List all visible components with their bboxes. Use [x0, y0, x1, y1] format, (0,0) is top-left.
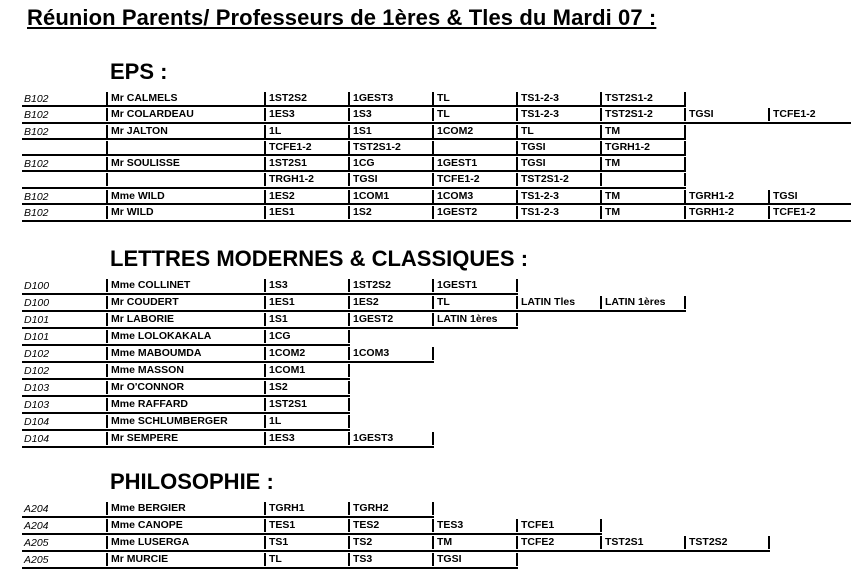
- class-cell: TCFE1: [516, 519, 600, 532]
- class-cell: 1S3: [348, 108, 432, 121]
- table-row: [22, 536, 768, 551]
- section-title: PHILOSOPHIE :: [110, 469, 274, 494]
- teacher-name: Mr MURCIE: [106, 553, 264, 566]
- class-cell: TM: [600, 157, 684, 170]
- row-separator: [22, 361, 434, 363]
- class-cell: 1S1: [348, 125, 432, 138]
- row-separator: [22, 567, 518, 569]
- class-cell: TL: [432, 296, 516, 309]
- class-cell: TST2S2: [684, 536, 768, 549]
- row-end-border: [432, 347, 434, 360]
- teacher-name: Mr JALTON: [106, 125, 264, 138]
- class-cell: 1S1: [264, 313, 348, 326]
- class-cell: TGRH1-2: [684, 206, 768, 219]
- room-label: A204: [24, 520, 49, 532]
- class-cell: TCFE1-2: [264, 141, 348, 154]
- room-label: D100: [24, 280, 50, 292]
- teacher-name: [106, 141, 264, 154]
- teacher-name: Mr COUDERT: [106, 296, 264, 309]
- class-cell: 1CG: [264, 330, 348, 343]
- class-cell: 1ES2: [264, 190, 348, 203]
- class-cell: 1ES1: [264, 296, 348, 309]
- class-cell: 1L: [264, 415, 348, 428]
- room-label: D101: [24, 314, 50, 326]
- row-separator: [22, 293, 518, 295]
- row-end-border: [516, 313, 518, 326]
- class-cell: 1ES1: [264, 206, 348, 219]
- row-separator: [22, 395, 350, 397]
- table-row: [22, 173, 684, 188]
- class-cell: 1GEST3: [348, 92, 432, 105]
- class-cell: TGRH1: [264, 502, 348, 515]
- room-label: B102: [24, 109, 49, 121]
- table-row: [22, 206, 851, 221]
- class-cell: TGSI: [432, 553, 516, 566]
- class-cell: TM: [600, 206, 684, 219]
- class-cell: 1COM3: [432, 190, 516, 203]
- class-cell: 1ST2S1: [264, 398, 348, 411]
- class-cell: TCFE1-2: [432, 173, 516, 186]
- class-cell: TCFE1-2: [768, 108, 851, 121]
- teacher-name: Mr LABORIE: [106, 313, 264, 326]
- class-cell: TGRH2: [348, 502, 432, 515]
- class-cell: TCFE2: [516, 536, 600, 549]
- class-cell: TRGH1-2: [264, 173, 348, 186]
- class-cell: 1S2: [348, 206, 432, 219]
- row-separator: [22, 138, 686, 140]
- class-cell: TS1-2-3: [516, 108, 600, 121]
- table-row: [22, 296, 684, 311]
- class-cell: LATIN 1ères: [600, 296, 684, 309]
- class-cell: TES3: [432, 519, 516, 532]
- row-end-border: [348, 398, 350, 411]
- room-label: B102: [24, 191, 49, 203]
- class-cell: 1COM3: [348, 347, 432, 360]
- teacher-name: Mr SOULISSE: [106, 157, 264, 170]
- teacher-name: Mr COLARDEAU: [106, 108, 264, 121]
- row-separator: [22, 412, 350, 414]
- row-separator: [22, 220, 851, 222]
- class-cell: TS1: [264, 536, 348, 549]
- row-end-border: [684, 125, 686, 138]
- row-separator: [22, 446, 434, 448]
- class-cell: TS1-2-3: [516, 206, 600, 219]
- row-end-border: [348, 415, 350, 428]
- teacher-name: Mme BERGIER: [106, 502, 264, 515]
- class-cell: TST2S1: [600, 536, 684, 549]
- row-end-border: [684, 157, 686, 170]
- class-cell: 1GEST1: [432, 157, 516, 170]
- teacher-name: Mme WILD: [106, 190, 264, 203]
- room-label: B102: [24, 93, 49, 105]
- teacher-name: Mr CALMELS: [106, 92, 264, 105]
- class-cell: TGSI: [516, 157, 600, 170]
- row-separator: [22, 122, 851, 124]
- class-cell: TES1: [264, 519, 348, 532]
- class-cell: TES2: [348, 519, 432, 532]
- class-cell: TL: [264, 553, 348, 566]
- class-cell: TS2: [348, 536, 432, 549]
- row-end-border: [600, 519, 602, 532]
- row-separator: [22, 170, 686, 172]
- room-label: A204: [24, 503, 49, 515]
- table-row: [22, 279, 516, 294]
- teacher-name: Mme COLLINET: [106, 279, 264, 292]
- room-label: D101: [24, 331, 50, 343]
- class-cell: TST2S1-2: [348, 141, 432, 154]
- row-separator: [22, 344, 350, 346]
- class-cell: TGRH1-2: [600, 141, 684, 154]
- teacher-name: Mme SCHLUMBERGER: [106, 415, 264, 428]
- room-label: D104: [24, 433, 50, 445]
- room-label: D104: [24, 416, 50, 428]
- teacher-name: Mme LOLOKAKALA: [106, 330, 264, 343]
- class-cell: 1ES3: [264, 432, 348, 445]
- table-row: [22, 347, 432, 362]
- row-end-border: [684, 296, 686, 309]
- teacher-name: Mr SEMPERE: [106, 432, 264, 445]
- class-cell: TS3: [348, 553, 432, 566]
- class-cell: TS1-2-3: [516, 92, 600, 105]
- room-label: D103: [24, 382, 50, 394]
- row-separator: [22, 550, 770, 552]
- table-row: [22, 519, 600, 534]
- row-separator: [22, 105, 686, 107]
- class-cell: TST2S1-2: [600, 92, 684, 105]
- class-cell: TGSI: [768, 190, 851, 203]
- row-end-border: [768, 536, 770, 549]
- row-separator: [22, 203, 851, 205]
- teacher-name: Mme MABOUMDA: [106, 347, 264, 360]
- row-separator: [22, 327, 518, 329]
- row-end-border: [516, 553, 518, 566]
- row-separator: [22, 154, 686, 156]
- row-separator: [22, 429, 350, 431]
- table-row: [22, 398, 348, 413]
- room-label: A205: [24, 554, 49, 566]
- table-row: [22, 313, 516, 328]
- class-cell: 1GEST2: [432, 206, 516, 219]
- room-label: D102: [24, 365, 50, 377]
- class-cell: TGRH1-2: [684, 190, 768, 203]
- teacher-name: Mme MASSON: [106, 364, 264, 377]
- class-cell: TM: [600, 190, 684, 203]
- teacher-name: Mr O'CONNOR: [106, 381, 264, 394]
- section-title: LETTRES MODERNES & CLASSIQUES :: [110, 246, 529, 271]
- row-end-border: [348, 381, 350, 394]
- row-separator: [22, 516, 434, 518]
- class-cell: 1COM1: [348, 190, 432, 203]
- class-cell: [432, 141, 516, 154]
- room-label: D100: [24, 297, 50, 309]
- room-label: B102: [24, 158, 49, 170]
- row-separator: [22, 187, 686, 189]
- class-cell: 1ST2S1: [264, 157, 348, 170]
- class-cell: 1GEST3: [348, 432, 432, 445]
- class-cell: 1S2: [264, 381, 348, 394]
- teacher-name: Mme LUSERGA: [106, 536, 264, 549]
- room-label: D102: [24, 348, 50, 360]
- table-row: [22, 330, 348, 345]
- table-row: [22, 553, 516, 568]
- class-cell: 1ES2: [348, 296, 432, 309]
- room-label: D103: [24, 399, 50, 411]
- row-separator: [22, 533, 602, 535]
- row-end-border: [348, 330, 350, 343]
- class-cell: TL: [432, 92, 516, 105]
- table-row: [22, 415, 348, 430]
- row-end-border: [684, 173, 686, 186]
- class-cell: TST2S1-2: [516, 173, 600, 186]
- class-cell: 1GEST2: [348, 313, 432, 326]
- class-cell: LATIN 1ères: [432, 313, 516, 326]
- row-end-border: [516, 279, 518, 292]
- page-title: Réunion Parents/ Professeurs de 1ères & Tles du Mardi 07 :: [27, 5, 657, 30]
- class-cell: TGSI: [348, 173, 432, 186]
- table-row: [22, 381, 348, 396]
- class-cell: TM: [432, 536, 516, 549]
- class-cell: 1COM2: [432, 125, 516, 138]
- class-cell: TS1-2-3: [516, 190, 600, 203]
- room-label: A205: [24, 537, 49, 549]
- class-cell: 1CG: [348, 157, 432, 170]
- class-cell: TL: [432, 108, 516, 121]
- table-row: [22, 432, 432, 447]
- row-end-border: [348, 364, 350, 377]
- row-separator: [22, 310, 686, 312]
- class-cell: TM: [600, 125, 684, 138]
- class-cell: 1GEST1: [432, 279, 516, 292]
- row-separator: [22, 378, 350, 380]
- class-cell: 1S3: [264, 279, 348, 292]
- table-row: [22, 502, 432, 517]
- row-end-border: [684, 141, 686, 154]
- row-end-border: [684, 92, 686, 105]
- teacher-name: Mme CANOPE: [106, 519, 264, 532]
- row-end-border: [432, 432, 434, 445]
- section-title: EPS :: [110, 59, 168, 84]
- class-cell: LATIN Tles: [516, 296, 600, 309]
- room-label: B102: [24, 126, 49, 138]
- class-cell: 1COM2: [264, 347, 348, 360]
- class-cell: TST2S1-2: [600, 108, 684, 121]
- row-end-border: [432, 502, 434, 515]
- class-cell: TL: [516, 125, 600, 138]
- teacher-name: Mme RAFFARD: [106, 398, 264, 411]
- class-cell: 1ST2S2: [264, 92, 348, 105]
- class-cell: TGSI: [516, 141, 600, 154]
- class-cell: 1ST2S2: [348, 279, 432, 292]
- class-cell: [600, 173, 684, 186]
- class-cell: TCFE1-2: [768, 206, 851, 219]
- teacher-name: Mr WILD: [106, 206, 264, 219]
- table-row: [22, 108, 851, 123]
- class-cell: 1ES3: [264, 108, 348, 121]
- class-cell: 1COM1: [264, 364, 348, 377]
- table-row: [22, 364, 348, 379]
- class-cell: 1L: [264, 125, 348, 138]
- class-cell: TGSI: [684, 108, 768, 121]
- teacher-name: [106, 173, 264, 186]
- room-label: B102: [24, 207, 49, 219]
